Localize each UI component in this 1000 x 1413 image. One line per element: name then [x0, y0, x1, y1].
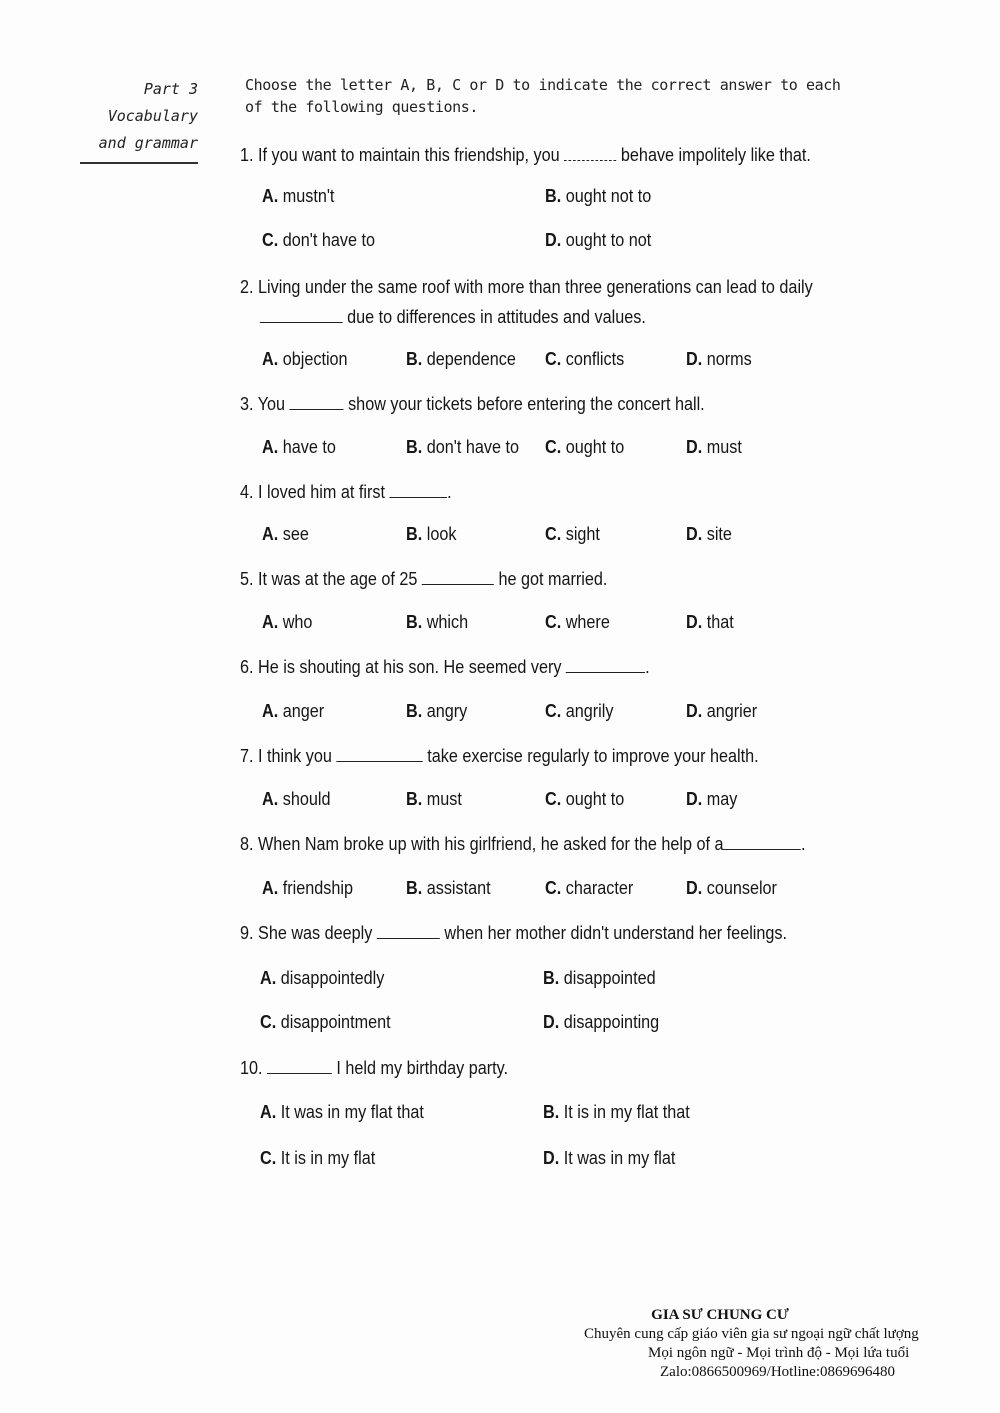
- answer-blank[interactable]: [336, 747, 422, 762]
- option-6b[interactable]: B. angry: [406, 701, 468, 721]
- answer-blank[interactable]: [377, 924, 440, 939]
- option-5d[interactable]: D. that: [686, 612, 734, 632]
- option-3b[interactable]: B. don't have to: [406, 437, 519, 457]
- answer-blank[interactable]: [724, 835, 801, 850]
- option-9c[interactable]: C. disappointment: [260, 1012, 391, 1032]
- question-7: 7. I think you take exercise regularly to improve your health.: [240, 746, 759, 766]
- question-4: 4. I loved him at first .: [240, 482, 452, 502]
- option-9a[interactable]: A. disappointedly: [260, 968, 385, 988]
- question-3: 3. You show your tickets before entering the concert hall.: [240, 394, 705, 414]
- footer-slogan: Mọi ngôn ngữ - Mọi trình độ - Mọi lứa tuổi: [648, 1345, 910, 1361]
- part-label: [70, 76, 198, 157]
- question-2: 2. Living under the same roof with more than three generations can lead to daily due to differences in attitudes and values.: [240, 277, 813, 327]
- option-1d[interactable]: D. ought to not: [545, 230, 652, 250]
- answer-blank[interactable]: [290, 395, 344, 410]
- option-8a[interactable]: A. friendship: [262, 878, 353, 898]
- footer-contact: [560, 1306, 980, 1382]
- answer-blank[interactable]: [389, 483, 447, 498]
- footer-tagline: Chuyên cung cấp giáo viên gia sư ngoại ngữ chất lượng: [584, 1326, 919, 1342]
- question-1: 1. If you want to maintain this friendship, you behave impolitely like that.: [240, 145, 811, 165]
- question-9: 9. She was deeply when her mother didn't understand her feelings.: [240, 923, 788, 943]
- answer-blank[interactable]: [422, 570, 494, 585]
- option-2b[interactable]: B. dependence: [406, 349, 516, 369]
- question-8: 8. When Nam broke up with his girlfriend, he asked for the help of a .: [240, 834, 806, 854]
- option-7b[interactable]: B. must: [406, 789, 462, 809]
- option-3c[interactable]: C. ought to: [545, 437, 625, 457]
- option-2c[interactable]: C. conflicts: [545, 349, 625, 369]
- option-8b[interactable]: B. assistant: [406, 878, 491, 898]
- option-6d[interactable]: D. angrier: [686, 701, 758, 721]
- option-8c[interactable]: C. character: [545, 878, 634, 898]
- option-2a[interactable]: A. objection: [262, 349, 348, 369]
- option-9b[interactable]: B. disappointed: [543, 968, 656, 988]
- option-10c[interactable]: C. It is in my flat: [260, 1148, 376, 1168]
- answer-blank[interactable]: [566, 658, 645, 673]
- option-4c[interactable]: C. sight: [545, 524, 600, 544]
- part-subtitle-grammar: and grammar: [98, 134, 198, 152]
- part-subtitle-vocabulary: Vocabulary: [107, 107, 198, 125]
- option-4a[interactable]: A. see: [262, 524, 309, 544]
- option-7d[interactable]: D. may: [686, 789, 738, 809]
- option-10b[interactable]: B. It is in my flat that: [543, 1102, 690, 1122]
- question-5: 5. It was at the age of 25 he got married.: [240, 569, 608, 589]
- question-10: 10. I held my birthday party.: [240, 1058, 509, 1078]
- option-1b[interactable]: B. ought not to: [545, 186, 652, 206]
- option-1c[interactable]: C. don't have to: [262, 230, 375, 250]
- instruction-text: Choose the letter A, B, C or D to indicate the correct answer to each of the following questions.: [245, 76, 841, 116]
- option-1a[interactable]: A. mustn't: [262, 186, 335, 206]
- option-10d[interactable]: D. It was in my flat: [543, 1148, 676, 1168]
- question-6: 6. He is shouting at his son. He seemed very .: [240, 657, 650, 677]
- option-3a[interactable]: A. have to: [262, 437, 336, 457]
- footer-brand: GIA SƯ CHUNG CƯ: [651, 1307, 789, 1323]
- option-5b[interactable]: B. which: [406, 612, 469, 632]
- option-6a[interactable]: A. anger: [262, 701, 325, 721]
- option-9d[interactable]: D. disappointing: [543, 1012, 660, 1032]
- option-2d[interactable]: D. norms: [686, 349, 752, 369]
- option-7c[interactable]: C. ought to: [545, 789, 625, 809]
- option-5a[interactable]: A. who: [262, 612, 313, 632]
- option-8d[interactable]: D. counselor: [686, 878, 777, 898]
- option-4b[interactable]: B. look: [406, 524, 457, 544]
- answer-blank[interactable]: [260, 308, 343, 323]
- part-underline: [80, 162, 198, 164]
- option-10a[interactable]: A. It was in my flat that: [260, 1102, 424, 1122]
- answer-blank[interactable]: [267, 1059, 332, 1074]
- part-title: Part 3: [143, 80, 198, 98]
- answer-blank[interactable]: [564, 146, 616, 161]
- option-3d[interactable]: D. must: [686, 437, 742, 457]
- footer-phone: Zalo:0866500969/Hotline:0869696480: [660, 1364, 895, 1380]
- option-4d[interactable]: D. site: [686, 524, 732, 544]
- option-6c[interactable]: C. angrily: [545, 701, 614, 721]
- option-7a[interactable]: A. should: [262, 789, 331, 809]
- option-5c[interactable]: C. where: [545, 612, 610, 632]
